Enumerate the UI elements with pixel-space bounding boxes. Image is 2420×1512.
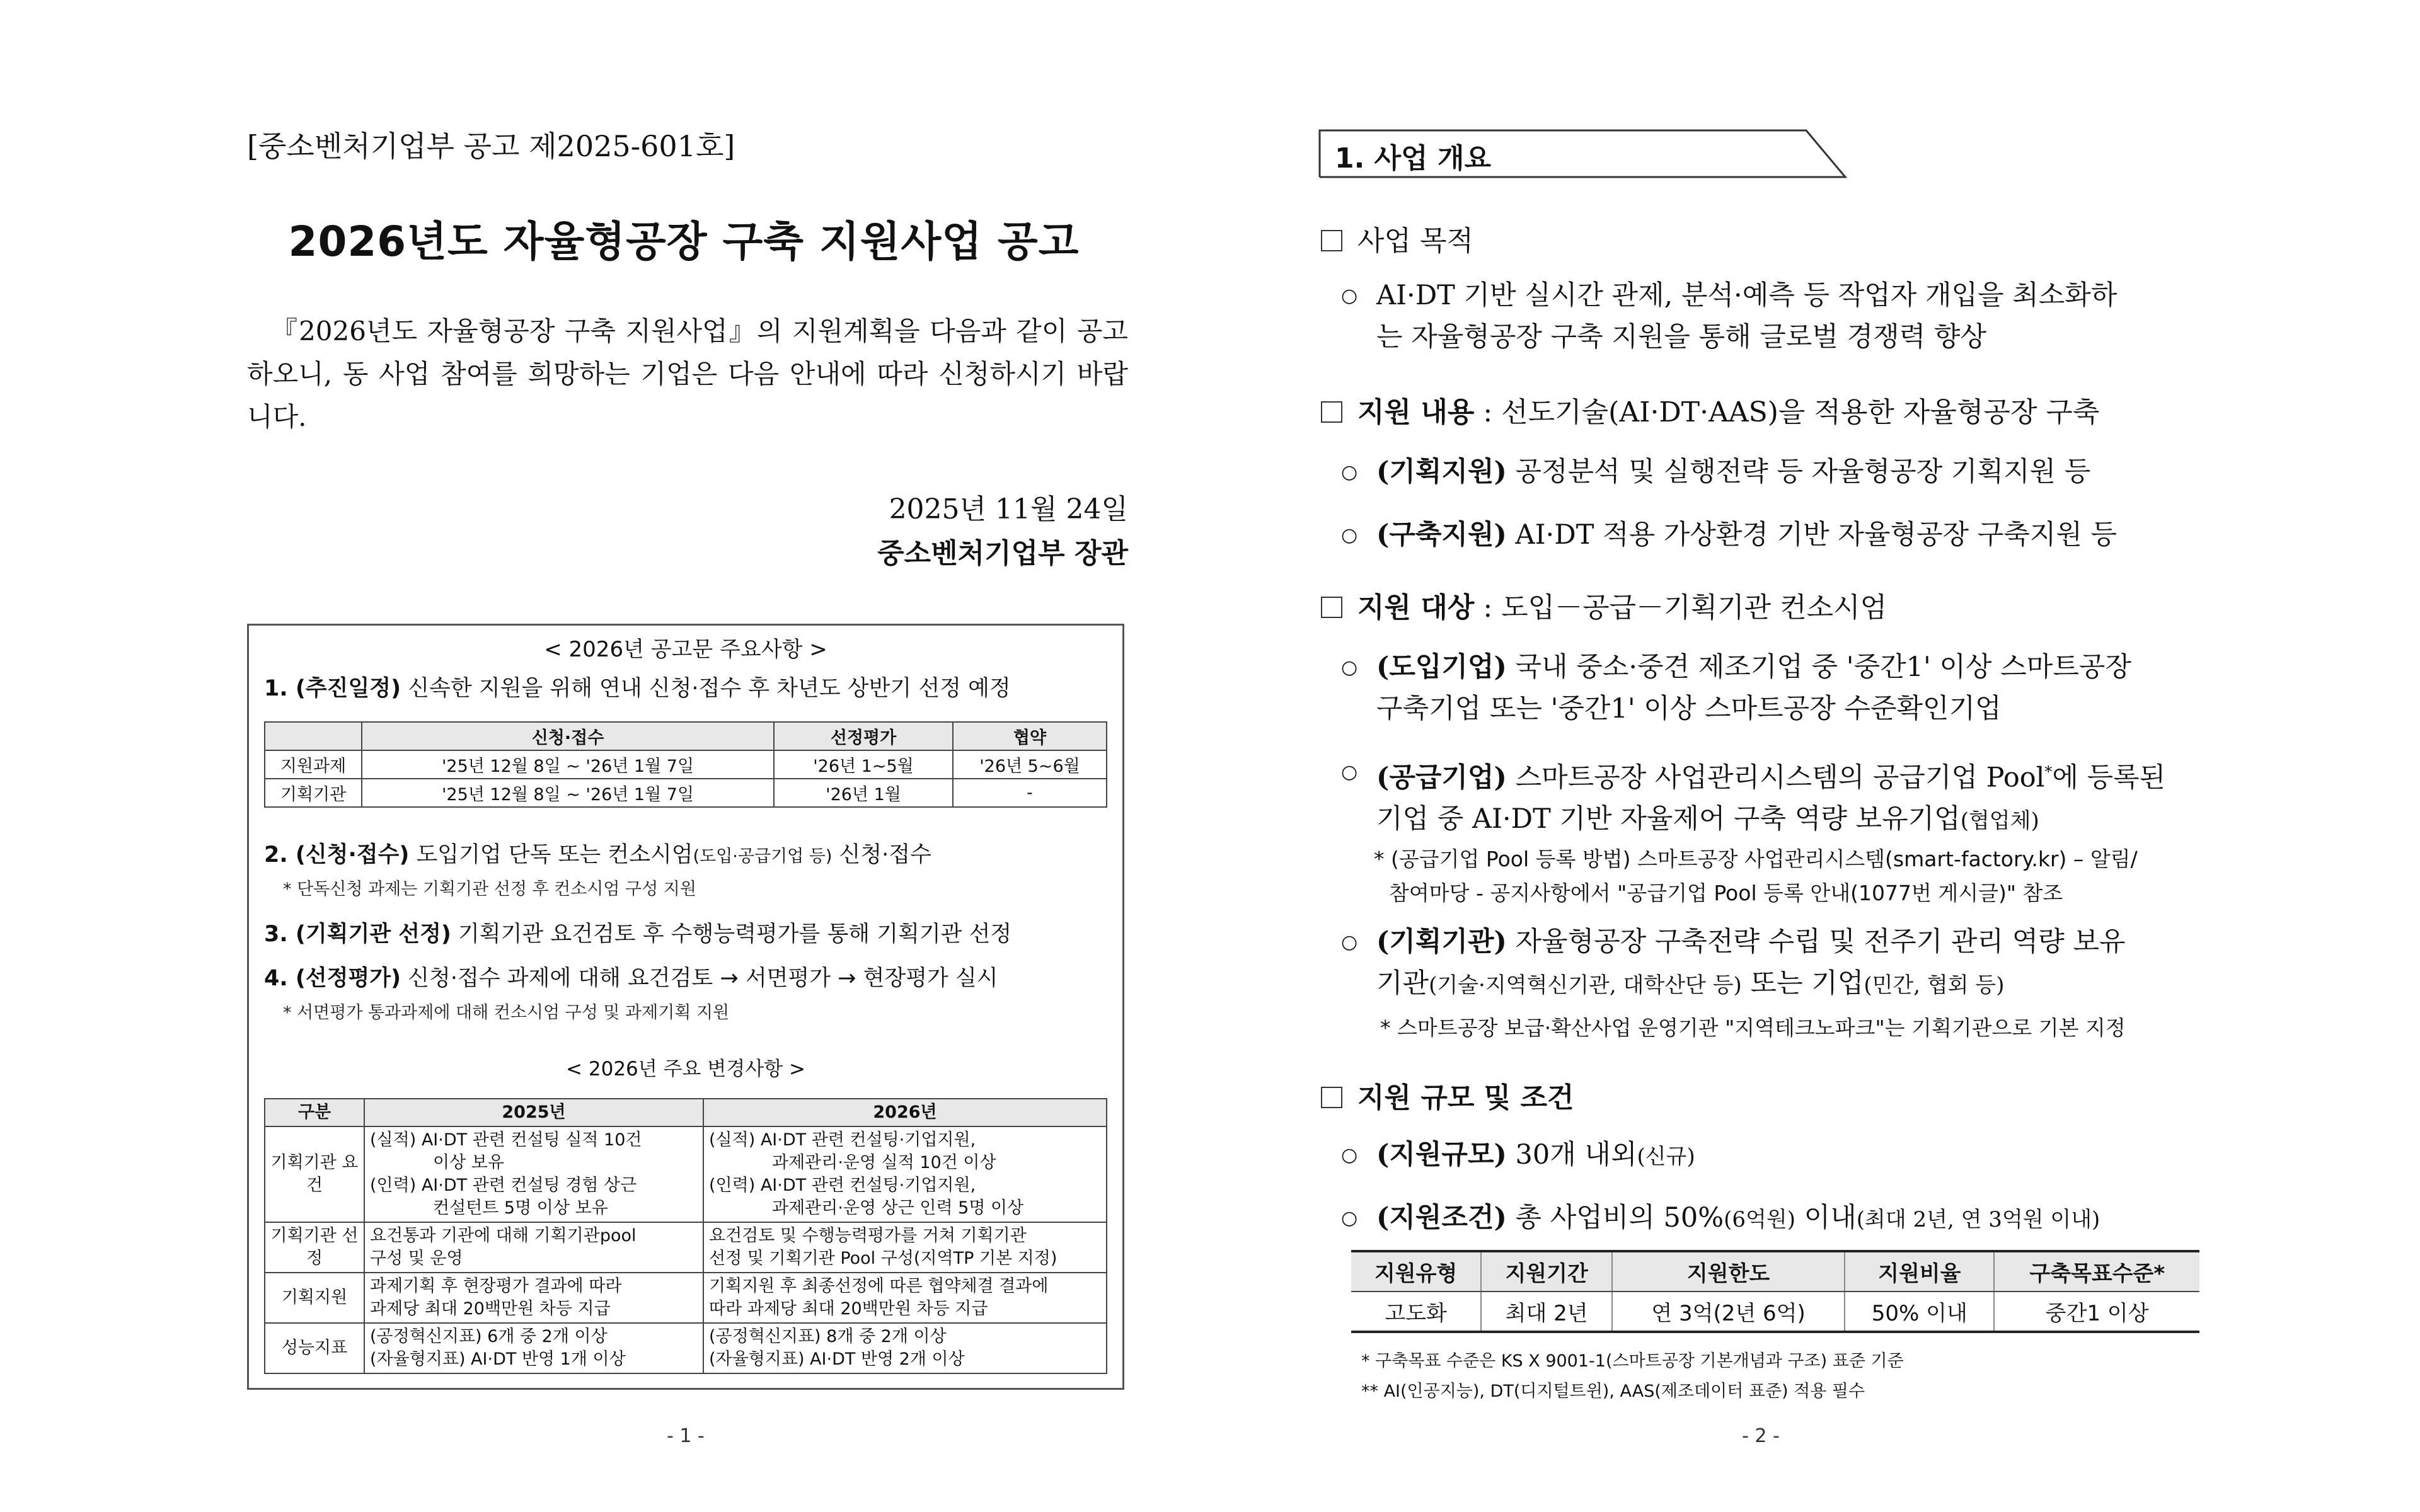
supplier-note-line2: 참여마당 - 공지사항에서 "공급기업 Pool 등록 안내(1077번 게시글)" 참조 xyxy=(1389,881,2063,905)
bullet-adopting-company xyxy=(1341,646,2204,730)
table-cell xyxy=(364,1126,703,1222)
table-header-cell: 지원비율 xyxy=(1845,1251,1994,1292)
bullet-text: 30개 내외 xyxy=(1506,1139,1637,1171)
table-header-cell: 선정평가 xyxy=(774,722,953,750)
page-number: - 2 - xyxy=(1742,1425,1780,1447)
footnote-1: * 구축목표 수준은 KS X 9001-1(스마트공장 기본개념과 구조) 표준 기준 xyxy=(1361,1351,1904,1371)
intro-paragraph: 『2026년도 자율형공장 구축 지원사업』의 지원계획을 다음과 같이 공고하오니, 동 사업 참여를 희망하는 기업은 다음 안내에 따라 신청하시기 바랍니다. xyxy=(247,316,1128,432)
supplier-note-line1: * (공급기업 Pool 등록 방법) 스마트공장 사업관리시스템(smart-factory.kr) – 알림/ xyxy=(1374,847,2138,871)
bullet-label: (공급기업) xyxy=(1376,762,1507,794)
cell-line: (자율형지표) AI·DT 반영 2개 이상 xyxy=(709,1349,965,1369)
table-header-cell: 지원유형 xyxy=(1351,1251,1481,1292)
bullet-text: AI·DT 적용 가상환경 기반 자율형공장 구축지원 등 xyxy=(1506,519,2118,551)
table-header-cell: 신청·접수 xyxy=(362,722,774,750)
item-evaluation-label: 4. (선정평가) xyxy=(264,966,401,991)
table-cell xyxy=(703,1222,1107,1273)
circle-bullet-icon: ○ xyxy=(1341,524,1358,546)
table-cell: 50% 이내 xyxy=(1845,1292,1994,1332)
circle-bullet-icon: ○ xyxy=(1341,1207,1358,1229)
table-row xyxy=(1351,1292,2199,1332)
checkbox-icon xyxy=(1321,230,1342,251)
bullet-line: 구축기업 또는 '중간1' 이상 스마트공장 수준확인기업 xyxy=(1376,693,2002,724)
bullet-text: 에 등록된 xyxy=(2052,762,2166,794)
table-row xyxy=(265,1222,1107,1273)
cell-line: 과제관리·운영 실적 10건 이상 xyxy=(772,1153,996,1172)
bullet-text: 국내 중소·중견 제조기업 중 '중간1' 이상 스마트공장 xyxy=(1506,651,2131,683)
table-row xyxy=(265,750,1107,779)
table-cell: 기획기관 xyxy=(265,779,362,807)
bullet-planning-agency xyxy=(1341,921,2204,1006)
cell-line: (공정혁신지표) 6개 중 2개 이상 xyxy=(370,1327,608,1346)
heading-content xyxy=(1321,389,2099,430)
bullet-small: (신규) xyxy=(1637,1144,1695,1169)
item-evaluation xyxy=(264,961,998,992)
bullet-small: (기술·지역혁신기관, 대학산단 등) xyxy=(1429,973,1742,998)
cell-line: (자율형지표) AI·DT 반영 1개 이상 xyxy=(370,1349,626,1369)
key-points-box xyxy=(247,624,1124,1390)
circle-bullet-icon: ○ xyxy=(1341,461,1358,483)
bullet-small: (민간, 협회 등) xyxy=(1864,973,2005,998)
footnote-2: ** AI(인공지능), DT(디지털트윈), AAS(제조데이터 표준) 적용 필수 xyxy=(1361,1382,1865,1401)
cell-line: 과제당 최대 20백만원 차등 지급 xyxy=(370,1299,611,1319)
bullet-text: 공정분석 및 실행전략 등 자율형공장 기획지원 등 xyxy=(1506,456,2091,488)
cell-line: (공정혁신지표) 8개 중 2개 이상 xyxy=(709,1327,947,1346)
table-header-cell: 협약 xyxy=(953,722,1107,750)
table-cell xyxy=(364,1273,703,1323)
table-cell: '25년 12월 8일 ~ '26년 1월 7일 xyxy=(362,779,774,807)
table-cell: 기획지원 xyxy=(265,1273,364,1323)
cell-line: 이상 보유 xyxy=(433,1153,504,1172)
table-header-row xyxy=(265,1099,1107,1126)
bullet-label: (구축지원) xyxy=(1376,519,1507,551)
key-points-title: < 2026년 공고문 주요사항 > xyxy=(544,637,827,662)
heading-content-desc: : 선도기술(AI·DT·AAS)을 적용한 자율형공장 구축 xyxy=(1474,396,2100,428)
cell-line: 따라 과제당 최대 20백만원 차등 지급 xyxy=(709,1299,988,1319)
item-planning-label: 3. (기획기관 선정) xyxy=(264,922,451,947)
page-number: - 1 - xyxy=(667,1425,705,1447)
table-row xyxy=(265,1323,1107,1373)
support-condition-table xyxy=(1351,1250,2199,1333)
item-planning-agency xyxy=(264,917,1011,948)
bullet-purpose xyxy=(1341,275,2204,358)
table-cell xyxy=(703,1323,1107,1373)
table-header-cell: 구축목표수준* xyxy=(1994,1251,2199,1292)
cell-line: (인력) AI·DT 관련 컨설팅 경험 상근 xyxy=(370,1176,637,1195)
table-cell xyxy=(364,1323,703,1373)
bullet-supplier-company xyxy=(1341,751,2204,842)
table-cell: '26년 1월 xyxy=(774,779,953,807)
item-application-tail: 신청·접수 xyxy=(832,842,931,868)
bullet-planning-support xyxy=(1341,451,2204,493)
table-header-cell: 2026년 xyxy=(703,1099,1107,1126)
table-cell xyxy=(703,1273,1107,1323)
table-cell: 기획기관 요건 xyxy=(265,1126,364,1222)
heading-purpose-label: 사업 목적 xyxy=(1357,225,1474,257)
table-header-cell: 지원한도 xyxy=(1612,1251,1845,1292)
table-header-cell: 구분 xyxy=(265,1099,364,1126)
item-schedule-text: 신속한 지원을 위해 연내 신청·접수 후 차년도 상반기 선정 예정 xyxy=(401,676,1011,701)
table-cell: 연 3억(2년 6억) xyxy=(1612,1292,1845,1332)
checkbox-icon xyxy=(1321,1087,1342,1108)
table-header-cell: 2025년 xyxy=(364,1099,703,1126)
table-cell: 고도화 xyxy=(1351,1292,1481,1332)
heading-purpose xyxy=(1321,218,1473,258)
table-cell: 기획기관 선정 xyxy=(265,1222,364,1273)
cell-line: 요건검토 및 수행능력평가를 거쳐 기획기관 xyxy=(709,1226,1027,1246)
table-row xyxy=(265,1126,1107,1222)
table-row xyxy=(265,1273,1107,1323)
table-cell xyxy=(364,1222,703,1273)
table-cell: '26년 5~6월 xyxy=(953,750,1107,779)
section-title-banner xyxy=(1318,129,1848,178)
item-schedule-label: 1. (추진일정) xyxy=(264,676,401,701)
table-header-cell xyxy=(265,722,362,750)
heading-target xyxy=(1321,585,1887,625)
bullet-support-scale xyxy=(1341,1134,2204,1177)
bullet-label: (도입기업) xyxy=(1376,651,1507,683)
table-cell: '25년 12월 8일 ~ '26년 1월 7일 xyxy=(362,750,774,779)
bullet-support-condition xyxy=(1341,1197,2204,1240)
cell-line: (실적) AI·DT 관련 컨설팅·기업지원, xyxy=(709,1130,976,1150)
checkbox-icon xyxy=(1321,597,1342,618)
table-header-row xyxy=(1351,1251,2199,1292)
cell-line: 기획지원 후 최종선정에 따른 협약체결 결과에 xyxy=(709,1276,1049,1296)
announcement-date: 2025년 11월 24일 xyxy=(889,493,1128,525)
cell-line: 선정 및 기획기관 Pool 구성(지역TP 기본 지정) xyxy=(709,1249,1057,1268)
bullet-small: (최대 2년, 연 3억원 이내) xyxy=(1856,1207,2100,1232)
footnote-mark: * xyxy=(2044,763,2053,781)
table-cell: 지원과제 xyxy=(265,750,362,779)
bullet-label: (기획기관) xyxy=(1376,926,1507,958)
circle-bullet-icon: ○ xyxy=(1341,931,1358,953)
cell-line: (인력) AI·DT 관련 컨설팅·기업지원, xyxy=(709,1176,976,1195)
heading-content-label: 지원 내용 xyxy=(1357,396,1475,428)
bullet-line: 기업 중 AI·DT 기반 자율제어 구축 역량 보유기업 xyxy=(1376,803,1961,835)
bullet-small: (협업체) xyxy=(1960,808,2039,834)
bullet-text: 자율형공장 구축전략 수립 및 전주기 관리 역량 보유 xyxy=(1506,926,2126,958)
circle-bullet-icon: ○ xyxy=(1341,761,1358,783)
announcement-number: [중소벤처기업부 공고 제2025-601호] xyxy=(247,129,735,163)
table-cell: 성능지표 xyxy=(265,1323,364,1373)
table-cell xyxy=(703,1126,1107,1222)
circle-bullet-icon: ○ xyxy=(1341,1144,1358,1166)
bullet-label: (지원규모) xyxy=(1376,1139,1507,1171)
planning-agency-note: * 스마트공장 보급·확산사업 운영기관 "지역테크노파크"는 기획기관으로 기본 지정 xyxy=(1380,1016,2126,1040)
cell-line: 과제기획 후 현장평가 결과에 따라 xyxy=(370,1276,622,1296)
cell-line: 과제관리·운영 상근 인력 5명 이상 xyxy=(772,1198,1024,1218)
heading-target-desc: : 도입－공급－기획기관 컨소시엄 xyxy=(1474,592,1887,624)
bullet-line: 는 자율형공장 구축 지원을 통해 글로벌 경쟁력 향상 xyxy=(1376,321,1986,353)
heading-scale-label: 지원 규모 및 조건 xyxy=(1357,1082,1574,1114)
bullet-build-support xyxy=(1341,514,2204,556)
checkbox-icon xyxy=(1321,401,1342,423)
cell-line: 구성 및 운영 xyxy=(370,1249,463,1268)
heading-target-label: 지원 대상 xyxy=(1357,592,1475,624)
changes-table xyxy=(264,1098,1107,1374)
circle-bullet-icon: ○ xyxy=(1341,656,1358,679)
section-title: 1. 사업 개요 xyxy=(1335,142,1491,175)
table-header-cell: 지원기간 xyxy=(1481,1251,1612,1292)
bullet-line: AI·DT 기반 실시간 관제, 분석·예측 등 작업자 개입을 최소화하 xyxy=(1376,280,2118,311)
bullet-text: 스마트공장 사업관리시스템의 공급기업 Pool xyxy=(1506,762,2045,794)
item-application-text: 도입기업 단독 또는 컨소시엄 xyxy=(409,842,693,868)
cell-line: 컨설턴트 5명 이상 보유 xyxy=(433,1198,608,1218)
bullet-label: (지원조건) xyxy=(1376,1202,1507,1234)
heading-scale xyxy=(1321,1075,1574,1115)
table-cell: - xyxy=(953,779,1107,807)
bullet-small: (6억원) xyxy=(1724,1207,1795,1232)
table-cell: 중간1 이상 xyxy=(1994,1292,2199,1332)
item-application xyxy=(264,837,931,869)
bullet-text: 이내 xyxy=(1795,1202,1857,1234)
item-evaluation-text: 신청·접수 과제에 대해 요건검토 → 서면평가 → 현장평가 실시 xyxy=(401,966,998,991)
item-schedule xyxy=(264,671,1011,702)
table-cell: '26년 1~5월 xyxy=(774,750,953,779)
item-application-small: (도입·공급기업 등) xyxy=(693,847,833,866)
page-title: 2026년도 자율형공장 구축 지원사업 공고 xyxy=(288,217,1080,266)
issuer-name: 중소벤처기업부 장관 xyxy=(877,537,1128,570)
cell-line: (실적) AI·DT 관련 컨설팅 실적 10건 xyxy=(370,1130,642,1150)
table-row xyxy=(265,779,1107,807)
bullet-text: 총 사업비의 50% xyxy=(1506,1202,1724,1234)
bullet-label: (기획지원) xyxy=(1376,456,1507,488)
cell-line: 요건통과 기관에 대해 기획기관pool xyxy=(370,1226,637,1246)
bullet-text: 또는 기업 xyxy=(1741,968,1864,999)
table-cell: 최대 2년 xyxy=(1481,1292,1612,1332)
changes-title: < 2026년 주요 변경사항 > xyxy=(566,1058,805,1080)
item-evaluation-note: * 서면평가 통과과제에 대해 컨소시엄 구성 및 과제기획 지원 xyxy=(283,1003,730,1022)
circle-bullet-icon: ○ xyxy=(1341,285,1358,307)
item-application-label: 2. (신청·접수) xyxy=(264,842,410,868)
schedule-table xyxy=(264,721,1107,808)
bullet-line: 기관 xyxy=(1376,968,1429,999)
item-application-note: * 단독신청 과제는 기획기관 선정 후 컨소시엄 구성 지원 xyxy=(283,879,696,899)
table-header-row xyxy=(265,722,1107,750)
item-planning-text: 기획기관 요건검토 후 수행능력평가를 통해 기획기관 선정 xyxy=(451,922,1012,947)
